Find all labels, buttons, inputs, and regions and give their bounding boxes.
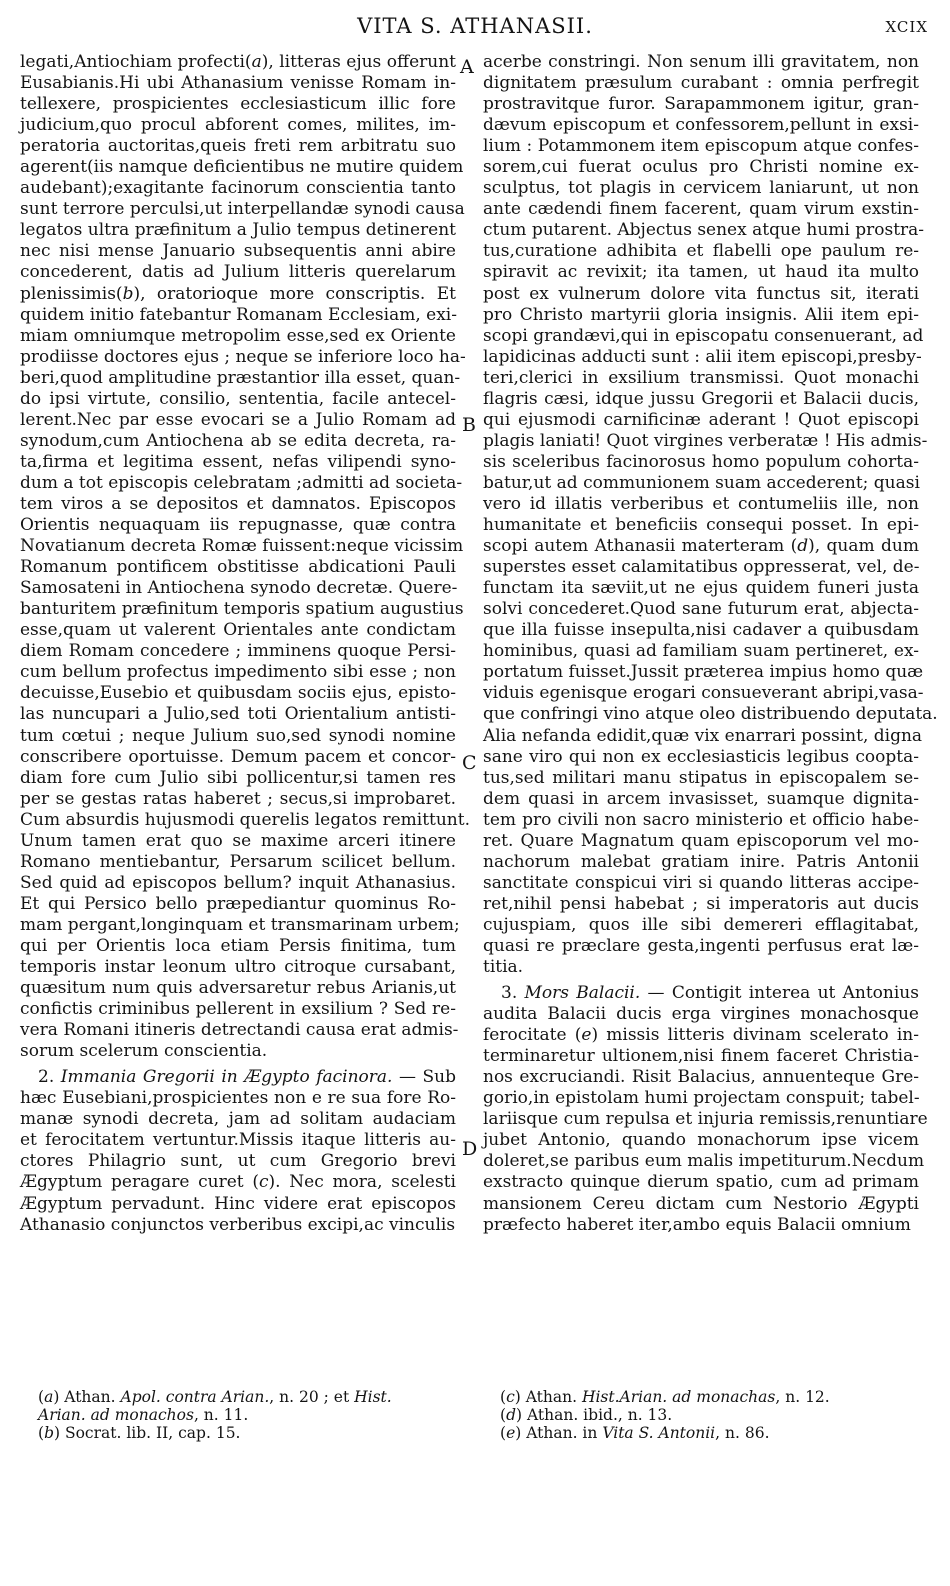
text-line: manæ synodi decreta, jam ad solitam audaciam	[20, 1109, 456, 1130]
text-line: mam pergant,longinquam et transmarinam urbem;	[20, 914, 460, 935]
text-line: Romanum pontificem obstitisse abdicationi Pauli	[20, 557, 456, 578]
text-line: qui ejusmodi carnificinæ aderant ! Quot episcopi	[483, 409, 919, 430]
text-line: pro Christo martyrii gloria insignis. Alii item epi-	[483, 304, 919, 325]
text-line: audebant);exagitante facinorum conscientia tanto	[20, 178, 456, 199]
text-line: diam fore cum Julio sibi pollicentur,si tamen res	[20, 767, 456, 788]
text-line: dem quasi in arcem invasisset, suamque dignita-	[483, 788, 919, 809]
text-line: jubet Antonio, quando monachorum ipse vicem	[483, 1130, 919, 1151]
text-line: tum cœtui ; neque Julium suo,sed synodi nomine	[20, 725, 456, 746]
text-line: Cum absurdis hujusmodi querelis legatos remittunt.	[20, 809, 470, 830]
text-line: ctores Philagrio sunt, ut cum Gregorio brevi	[20, 1151, 456, 1172]
text-line: esse,quam ut valerent Orientales ante condictam	[20, 620, 456, 641]
text-line: 2. Immania Gregorii in Ægypto facinora. — Sub	[38, 1067, 457, 1088]
text-line: ctum putarent. Abjectus senex atque humi prostra-	[483, 220, 925, 241]
text-line: 3. Mors Balacii. — Contigit interea ut Antonius	[501, 983, 919, 1004]
left-column	[20, 52, 470, 1236]
text-line: exstracto quinque dierum spatio, cum ad primam	[483, 1172, 919, 1193]
text-line: Romano mentiebantur, Persarum scilicet bellum.	[20, 851, 456, 872]
margin-letter-b: B	[462, 414, 476, 436]
text-line: que confringi vino atque oleo distribuendo deputata.	[483, 704, 938, 725]
text-line: concederent, datis ad Julium litteris querelarum	[20, 262, 456, 283]
text-line: viduis egenisque erogari consueverant abripi,vasa-	[483, 683, 924, 704]
text-line: nec nisi mense Januario subsequentis anni abire	[20, 241, 456, 262]
text-line: que illa fuisse insepulta,nisi cadaver a quibusdam	[483, 620, 919, 641]
margin-letter-c: C	[462, 752, 477, 774]
text-line: portatum fuisset.Jussit præterea impius homo quæ	[483, 662, 924, 683]
text-line: quæsitum num quis adversaretur rebus Arianis,ut	[20, 978, 456, 999]
text-line: judicium,quo procul abforent comes, milites, im-	[20, 115, 456, 136]
text-line: sorum scelerum conscientia.	[20, 1041, 268, 1062]
page-title: VITA S. ATHANASII.	[357, 14, 593, 38]
text-line: cujuspiam, quos ille sibi demereri efflagitabat,	[483, 914, 919, 935]
text-line: sane viro qui non ex ecclesiasticis legibus coopta-	[483, 746, 919, 767]
text-line: banturitem præfinitum temporis spatium augustius	[20, 599, 464, 620]
text-line: las nuncupari a Julio,sed toti Orientalium antisti-	[20, 704, 456, 725]
text-line: synodum,cum Antiochena ab se edita decreta, ra-	[20, 430, 456, 451]
text-line: Et qui Persico bello præpediantur quominus Ro-	[20, 893, 456, 914]
text-line: per se gestas ratas haberet ; secus,si improbaret.	[20, 788, 456, 809]
footnote: (b) Socrat. lib. II, cap. 15.	[38, 1424, 241, 1442]
footnote: Arian. ad monachos, n. 11.	[38, 1406, 249, 1424]
text-line: doleret,se paribus eum malis impetiturum.Necdum	[483, 1151, 925, 1172]
footnotes-left	[38, 1388, 468, 1442]
text-line: nos excruciandi. Risit Balacius, annuenteque Gre-	[483, 1067, 919, 1088]
text-line: agerent(iis namque deficientibus ne mutire quidem	[20, 157, 464, 178]
footnote: (e) Athan. in Vita S. Antonii, n. 86.	[500, 1424, 770, 1442]
text-line: superstes esset calamitatibus oppresserat, vel, de-	[483, 557, 920, 578]
text-line: tem pro civili non sacro ministerio et officio habe-	[483, 809, 919, 830]
text-line: acerbe constringi. Non senum illi gravitatem, non	[483, 52, 919, 72]
text-line: temporis instar leonum ultro citroque cursabant,	[20, 957, 456, 978]
text-line: plenissimis(b), oratorioque more conscriptis. Et	[20, 283, 456, 304]
footnote: (d) Athan. ibid., n. 13.	[500, 1406, 673, 1424]
text-line: Ægyptum pervadunt. Hinc videre erat episcopos	[20, 1193, 456, 1214]
text-line: sorem,cui fuerat oculus pro Christi nomine ex-	[483, 157, 919, 178]
text-line: ferocitate (e) missis litteris divinam scelerato in-	[483, 1025, 919, 1046]
text-line: Orientis nequaquam iis repugnasse, quæ contra	[20, 515, 456, 536]
text-line: mansionem Cereu dictam cum Nestorio Ægypti	[483, 1193, 919, 1214]
text-line: legati,Antiochiam profecti(a), litteras ejus offerunt	[20, 52, 456, 72]
text-line: solvi concederet.Quod sane futurum erat, abjecta-	[483, 599, 919, 620]
text-line: plagis laniati! Quot virgines verberatæ ! His admis-	[483, 430, 928, 451]
text-line: sunt terrore perculsi,ut interpellandæ synodi causa	[20, 199, 465, 220]
text-line: conscribere oportuisse. Demum pacem et concor-	[20, 746, 456, 767]
text-line: diem Romam concedere ; imminens quoque Persi-	[20, 641, 456, 662]
running-header	[22, 14, 928, 44]
text-line: Eusabianis.Hi ubi Athanasium venisse Romam in-	[20, 73, 456, 94]
text-line: Ægyptum peragare curet (c). Nec mora, scelesti	[20, 1172, 456, 1193]
text-line: lium : Potammonem item episcopum atque confes-	[483, 136, 919, 157]
text-line: batur,ut ad communionem suam accederent; quasi	[483, 472, 920, 493]
margin-letter-d: D	[462, 1138, 478, 1160]
right-column	[483, 52, 938, 1236]
text-line: vero id illatis verberibus et contumeliis ille, non	[483, 493, 919, 514]
text-line: hominibus, quasi ad familiam suam pertineret, ex-	[483, 641, 919, 662]
text-line: miam omniumque metropolim esse,sed ex Oriente	[20, 325, 456, 346]
text-line: cum bellum profectus impedimento sibi esse ; non	[20, 662, 456, 683]
text-line: Samosateni in Antiochena synodo decretæ. Quere-	[20, 578, 458, 599]
text-line: et ferocitatem vertuntur.Missis itaque litteris au-	[20, 1130, 456, 1151]
text-line: peratoria auctoritas,queis freti rem arbitratu suo	[20, 136, 456, 157]
text-line: tus,curatione adhibita et flabelli ope paulum re-	[483, 241, 919, 262]
text-line: lerent.Nec par esse evocari se a Julio Romam ad	[20, 409, 456, 430]
text-line: sculptus, tot plagis in cervicem laniarunt, ut non	[483, 178, 919, 199]
text-line: quasi re præclare gesta,ingenti perfusus erat læ-	[483, 935, 919, 956]
footnote: (c) Athan. Hist.Arian. ad monachas, n. 12.	[500, 1388, 830, 1406]
text-line: ret. Quare Magnatum quam episcoporum vel mo-	[483, 830, 919, 851]
text-line: titia.	[483, 957, 524, 978]
text-line: ta,firma et legitima essent, nefas vilipendi syno-	[20, 451, 456, 472]
text-line: dævum episcopum et confessorem,pellunt in exsi-	[483, 115, 919, 136]
text-line: Athanasio conjunctos verberibus excipi,ac vinculis	[20, 1214, 456, 1235]
text-line: tem viros a se depositos et damnatos. Episcopos	[20, 493, 456, 514]
footnote: (a) Athan. Apol. contra Arian., n. 20 ; et Hist.	[38, 1388, 392, 1406]
text-line: lapidicinas adducti sunt : alii item episcopi,presby-	[483, 346, 922, 367]
text-line: terminaretur ultionem,nisi finem faceret Christia-	[483, 1046, 919, 1067]
text-line: prostravitque furor. Sarapammonem igitur, gran-	[483, 94, 919, 115]
text-line: decuisse,Eusebio et quibusdam sociis ejus, episto-	[20, 683, 456, 704]
text-line: vera Romani itineris detrectandi causa erat admis-	[20, 1020, 459, 1041]
margin-letter-a: A	[460, 56, 474, 78]
text-line: tus,sed militari manu stipatus in episcopalem se-	[483, 767, 919, 788]
text-line: do ipsi virtute, consilio, sententia, facile antecel-	[20, 388, 456, 409]
text-line: functam ita sæviit,ut ne ejus quidem funeri justa	[483, 578, 919, 599]
footnotes-right	[500, 1388, 930, 1442]
page-number: XCIX	[885, 18, 928, 36]
text-line: spiravit ac revixit; ita tamen, ut haud ita multo	[483, 262, 919, 283]
text-line: tellexere, prospicientes ecclesiasticum illic fore	[20, 94, 456, 115]
text-line: qui per Orientis loca etiam Persis finitima, tum	[20, 935, 456, 956]
text-line: beri,quod amplitudine præstantior illa esset, quan-	[20, 367, 461, 388]
text-line: hæc Eusebiani,prospicientes non e re sua fore Ro-	[20, 1088, 456, 1109]
text-line: scopi autem Athanasii materteram (d), quam dum	[483, 536, 919, 557]
text-line: confictis criminibus pellerent in exsilium ? Sed re-	[20, 999, 456, 1020]
text-line: scopi grandævi,qui in episcopatu consenuerant, ad	[483, 325, 924, 346]
text-line: Unum tamen erat quo se maxime arceri itinere	[20, 830, 456, 851]
text-line: Novatianum decreta Romæ fuissent:neque vicissim	[20, 536, 464, 557]
text-line: Alia nefanda edidit,quæ vix enarrari possint, digna	[483, 725, 923, 746]
text-line: ante cædendi finem facerent, quam virum exstin-	[483, 199, 919, 220]
text-line: sanctitate conspicui viri si quando litteras accipe-	[483, 872, 919, 893]
text-line: flagris cæsi, idque jussu Gregorii et Balacii ducis,	[483, 388, 919, 409]
text-line: audita Balacii ducis erga virgines monachosque	[483, 1004, 919, 1025]
text-line: quidem initio fatebantur Romanam Ecclesiam, exi-	[20, 304, 457, 325]
text-line: legatos ultra præfinitum a Julio tempus detinerent	[20, 220, 456, 241]
text-line: præfecto haberet iter,ambo equis Balacii omnium	[483, 1214, 911, 1235]
text-line: teri,clerici in exsilium transmissi. Quot monachi	[483, 367, 919, 388]
text-line: post ex vulnerum dolore vita functus sit, iterati	[483, 283, 919, 304]
text-line: prodiisse doctores ejus ; neque se inferiore loco ha-	[20, 346, 466, 367]
text-line: dignitatem præsulum curabant : omnia perfregit	[483, 73, 919, 94]
text-line: dum a tot episcopis celebratam ;admitti ad societa-	[20, 472, 463, 493]
text-line: nachorum malebat gratiam inire. Patris Antonii	[483, 851, 919, 872]
text-line: Sed quid ad episcopos bellum? inquit Athanasius.	[20, 872, 456, 893]
text-line: sis sceleribus facinorosus homo populum cohorta-	[483, 451, 919, 472]
text-line: lariisque cum repulsa et injuria remissis,renuntiare	[483, 1109, 928, 1130]
text-line: ret,nihil pensi habebat ; si imperatoris aut ducis	[483, 893, 919, 914]
text-line: gorio,in epistolam humi projectam conspuit; tabel-	[483, 1088, 920, 1109]
text-line: humanitate et beneficiis consequi posset. In epi-	[483, 515, 919, 536]
